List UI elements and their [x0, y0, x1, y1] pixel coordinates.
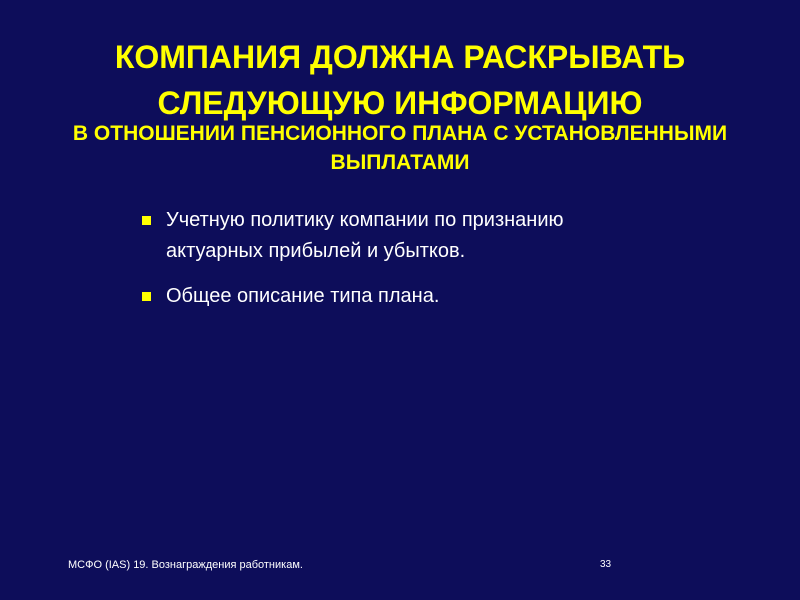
bullet-item-plan-description — [140, 281, 700, 312]
bullet-item-accounting-policy — [140, 205, 700, 267]
square-bullet-icon — [142, 292, 151, 301]
slide-page-number: 33 — [600, 559, 612, 570]
slide-title — [0, 34, 800, 126]
slide-subtitle — [0, 119, 800, 177]
bullet-text-line-1: Общее описание типа плана. — [166, 285, 440, 307]
slide-title-line-2: СЛЕДУЮЩУЮ ИНФОРМАЦИЮ — [157, 85, 643, 121]
bullet-text-line-2: актуарных прибылей и убытков. — [166, 240, 466, 262]
slide-subtitle-line-2: ВЫПЛАТАМИ — [330, 151, 470, 174]
slide-title-line-1: КОМПАНИЯ ДОЛЖНА РАСКРЫВАТЬ — [114, 39, 686, 75]
slide-footer: МСФО (IAS) 19. Вознаграждения работникам. — [68, 559, 303, 571]
bullet-text-line-1: Учетную политику компании по признанию — [166, 209, 564, 231]
bullet-list — [140, 205, 700, 326]
square-bullet-icon — [142, 216, 151, 225]
slide-subtitle-line-1: В ОТНОШЕНИИ ПЕНСИОННОГО ПЛАНА С УСТАНОВЛЕННЫМИ — [72, 122, 728, 145]
